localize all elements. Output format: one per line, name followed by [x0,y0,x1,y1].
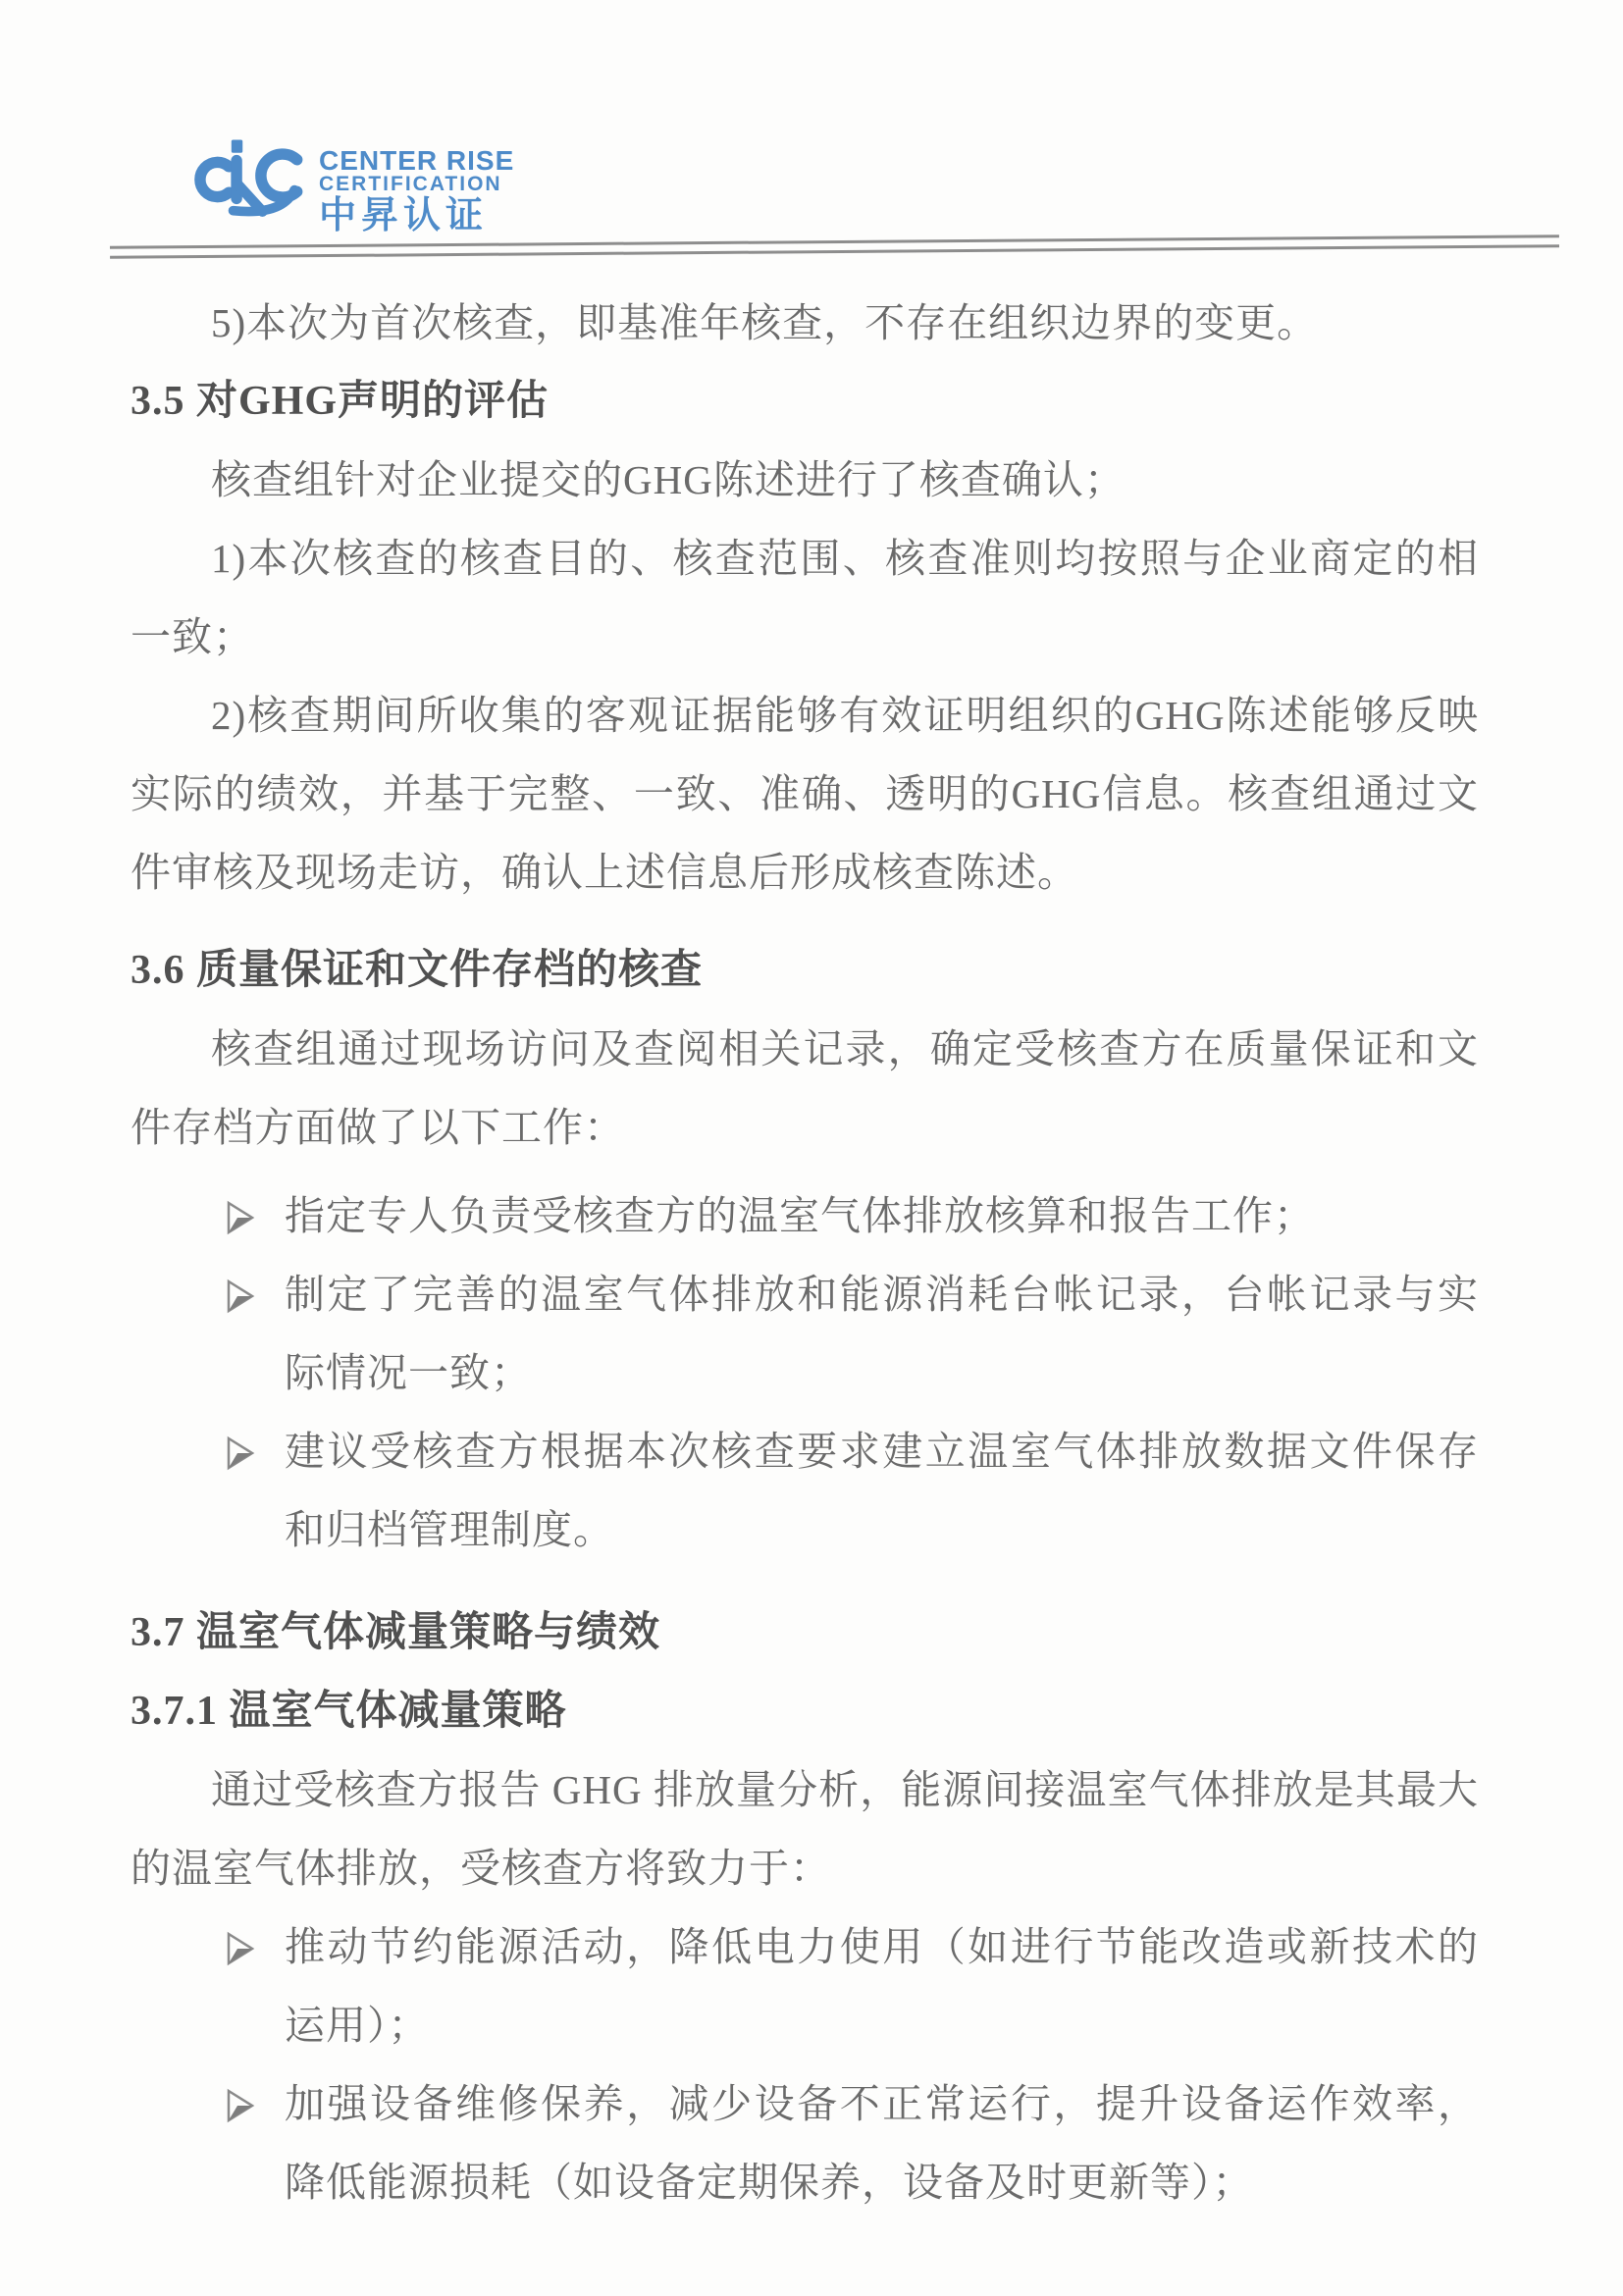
monogram-left-c [200,162,229,196]
bullet-list-quality [131,1176,1479,1569]
logo-name-cn: 中昇认证 [319,195,489,236]
logo-text [319,135,514,236]
paragraph-item-2: 2)核查期间所收集的客观证据能够有效证明组织的GHG陈述能够反映实际的绩效，并基于完整、一致、准确、透明的GHG信息。核查组通过文件审核及现场走访，确认上述信息后形成核查陈述。 [131,693,1479,895]
document-body [0,257,1623,2221]
list-item-text: 制定了完善的温室气体排放和能源消耗台帐记录，台帐记录与实际情况一致； [285,1272,1479,1395]
paragraph-boundary-change: 5)本次为首次核查，即基准年核查，不存在组织边界的变更。 [211,300,1319,345]
section-heading-3-7-1: 3.7.1 温室气体减量策略 [131,1689,567,1734]
header-divider [110,235,1559,259]
section-heading-3-5: 3.5 对GHG声明的评估 [131,379,550,424]
arrowhead-bullet-icon [225,1435,256,1471]
list-item [131,1907,1479,2064]
arrowhead-bullet-icon [225,1200,256,1235]
arrowhead-bullet-icon [225,1278,256,1314]
list-item-text: 指定专人负责受核查方的温室气体排放核算和报告工作； [285,1193,1315,1238]
arrowhead-bullet-icon [225,2088,256,2123]
list-item-text: 建议受核查方根据本次核查要求建立温室气体排放数据文件保存和归档管理制度。 [285,1429,1479,1552]
logo-name-en-1: CENTER RISE [319,145,515,176]
list-item [131,1255,1479,1412]
list-item [131,2064,1479,2221]
list-item-text: 加强设备维修保养，减少设备不正常运行，提升设备运作效率，降低能源损耗（如设备定期保养，设备及时更新等）； [285,2081,1479,2205]
paragraph-quality-assurance-intro: 核查组通过现场访问及查阅相关记录，确定受核查方在质量保证和文件存档方面做了以下工作： [131,1026,1479,1150]
list-item [131,1176,1479,1255]
logo-name-en-2: CERTIFICATION [319,173,502,195]
page-header [0,0,1623,257]
bullet-list-reduction [131,1907,1479,2221]
paragraph-item-1: 1)本次核查的核查目的、核查范围、核查准则均按照与企业商定的相一致； [131,536,1479,659]
list-item [131,1412,1479,1569]
list-item-text: 推动节约能源活动，降低电力使用（如进行节能改造或新技术的运用）； [285,1924,1479,2048]
paragraph-reduction-strategy-intro: 通过受核查方报告 GHG 排放量分析，能源间接温室气体排放是其最大的温室气体排放，受核查方将致力于： [131,1767,1479,1891]
crc-monogram-icon [180,135,309,224]
paragraph-ghg-statement-intro: 核查组针对企业提交的GHG陈述进行了核查确认； [211,457,1126,502]
section-heading-3-7: 3.7 温室气体减量策略与绩效 [131,1610,661,1655]
section-heading-3-6: 3.6 质量保证和文件存档的核查 [131,948,704,993]
logo [180,135,514,236]
arrowhead-bullet-icon [225,1931,256,1966]
monogram-dot [232,140,242,153]
